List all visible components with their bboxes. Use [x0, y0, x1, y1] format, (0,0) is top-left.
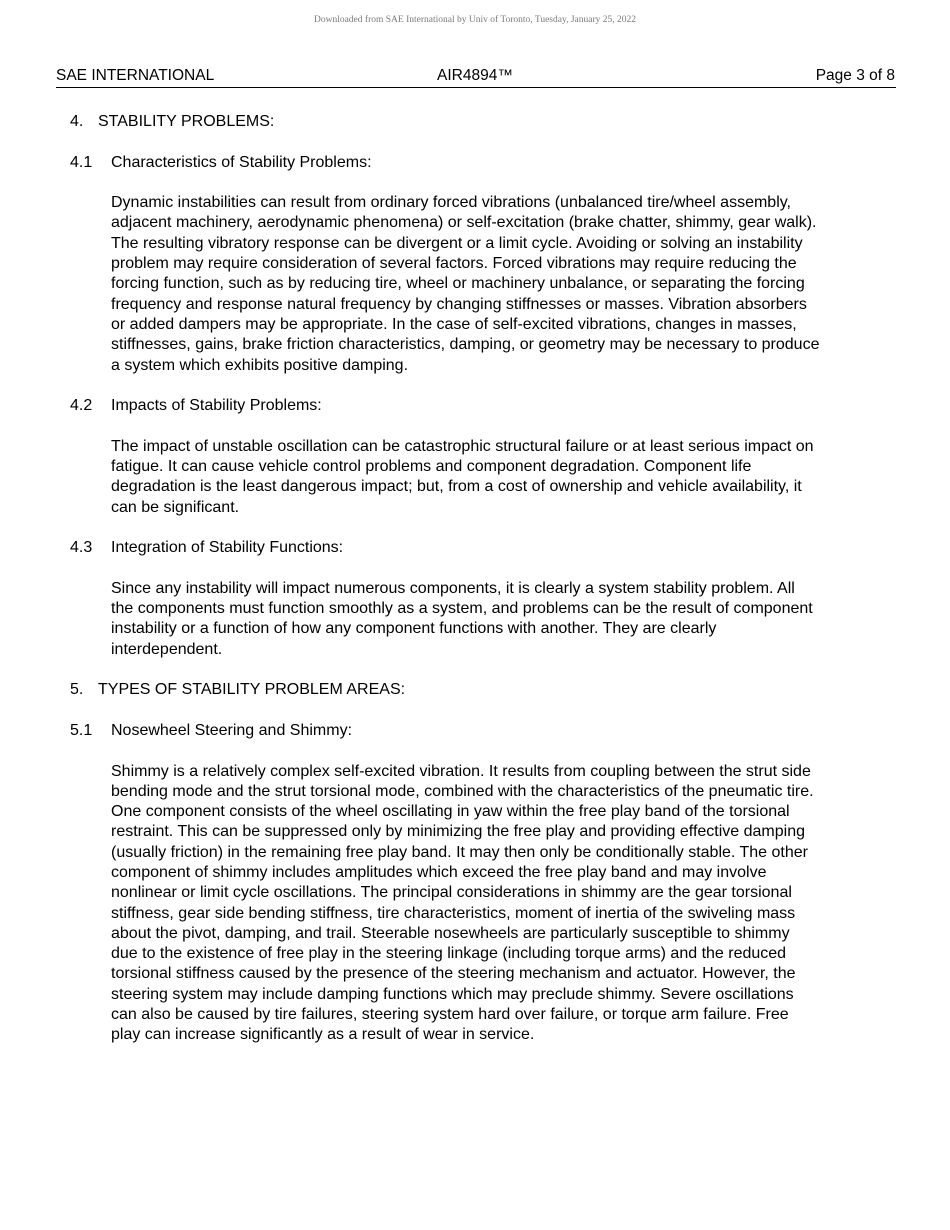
text-line: can be significant. [111, 498, 240, 516]
section-title: Impacts of Stability Problems: [111, 397, 322, 415]
section-number: 5. [70, 681, 84, 699]
paragraph-5-1 [111, 762, 871, 1046]
download-watermark: Downloaded from SAE International by Univ of Toronto, Tuesday, January 25, 2022 [313, 15, 637, 25]
section-heading-4-2 [70, 396, 870, 416]
text-line: bending mode and the strut torsional mode, combined with the characteristics of the pneumatic tire. [111, 782, 814, 800]
section-title: TYPES OF STABILITY PROBLEM AREAS: [98, 681, 406, 699]
section-heading-4 [70, 112, 870, 132]
paragraph-4-3 [111, 579, 871, 660]
text-line: interdependent. [111, 640, 223, 658]
section-number: 4.2 [70, 397, 93, 415]
text-line: The impact of unstable oscillation can be catastrophic structural failure or at least serious impact on [111, 437, 814, 455]
text-line: forcing function, such as by reducing tire, wheel or machinery unbalance, or separating the forcing [111, 275, 805, 293]
text-line: adjacent machinery, aerodynamic phenomena) or self-excitation (brake chatter, shimmy, gear walk). [111, 214, 817, 232]
section-number: 4.1 [70, 153, 93, 171]
text-line: due to the existence of free play in the steering linkage (including torque arms) and the reduced [111, 945, 787, 963]
header-publisher: SAE INTERNATIONAL [56, 67, 215, 84]
paragraph-4-1 [111, 193, 871, 376]
section-number: 4. [70, 113, 84, 130]
section-heading-4-3 [70, 538, 870, 558]
text-line: Shimmy is a relatively complex self-excited vibration. It results from coupling between the strut side [111, 762, 811, 780]
text-line: Dynamic instabilities can result from ordinary forced vibrations (unbalanced tire/wheel assembly, [111, 194, 791, 212]
text-line: One component consists of the wheel oscillating in yaw within the free play band of the torsional [111, 803, 790, 821]
text-line: frequency and response natural frequency by changing stiffnesses or masses. Vibration absorbers [111, 295, 807, 313]
text-line: stiffnesses, gains, brake friction characteristics, damping, or geometry may be necessary to produce [111, 336, 820, 354]
section-title: Integration of Stability Functions: [111, 539, 344, 557]
text-line: about the pivot, damping, and trail. Steerable nosewheels are particularly susceptible to shimmy [111, 924, 790, 942]
document-body [70, 112, 870, 1046]
text-line: the components must function smoothly as a system, and problems can be the result of component [111, 600, 813, 618]
page-header [56, 67, 896, 88]
text-line: or added dampers may be appropriate. In the case of self-excited vibrations, changes in masses, [111, 315, 797, 333]
header-page-number: Page 3 of 8 [815, 67, 895, 84]
text-line: steering system may include damping functions which may preclude shimmy. Severe oscillations [111, 985, 794, 1003]
text-line: restraint. This can be suppressed only by minimizing the free play and providing effective damping [111, 823, 806, 841]
text-line: component of shimmy includes amplitudes which exceed the free play band and may involve [111, 863, 767, 881]
text-line: (usually friction) in the remaining free play band. It may then only be conditionally stable. The other [111, 843, 808, 861]
text-line: Since any instability will impact numerous components, it is clearly a system stability problem. All [111, 579, 795, 597]
header-document-id: AIR4894™ [437, 67, 513, 84]
section-title: STABILITY PROBLEMS: [98, 113, 275, 130]
section-title: Characteristics of Stability Problems: [111, 153, 372, 171]
paragraph-4-2 [111, 437, 871, 518]
section-number: 5.1 [70, 721, 93, 739]
text-line: degradation is the least dangerous impact; but, from a cost of ownership and vehicle availability, it [111, 478, 802, 496]
text-line: play can increase significantly as a result of wear in service. [111, 1026, 535, 1044]
text-line: a system which exhibits positive damping. [111, 356, 409, 374]
section-heading-5 [70, 680, 870, 700]
section-title: Nosewheel Steering and Shimmy: [111, 721, 353, 739]
text-line: fatigue. It can cause vehicle control problems and component degradation. Component life [111, 458, 752, 476]
text-line: nonlinear or limit cycle oscillations. The principal considerations in shimmy are the gear torsional [111, 884, 792, 902]
text-line: The resulting vibratory response can be divergent or a limit cycle. Avoiding or solving an instability [111, 234, 803, 252]
text-line: instability or a function of how any component functions with another. They are clearly [111, 620, 717, 638]
section-heading-4-1 [70, 153, 870, 173]
text-line: problem may require consideration of several factors. Forced vibrations may require reducing the [111, 255, 797, 273]
text-line: torsional stiffness caused by the presence of the steering mechanism and actuator. However, the [111, 965, 796, 983]
section-number: 4.3 [70, 539, 93, 557]
text-line: can also be caused by tire failures, steering system hard over failure, or torque arm failure. Free [111, 1006, 789, 1024]
text-line: stiffness, gear side bending stiffness, tire characteristics, moment of inertia of the swiveling mass [111, 904, 796, 922]
section-heading-5-1 [70, 721, 870, 741]
